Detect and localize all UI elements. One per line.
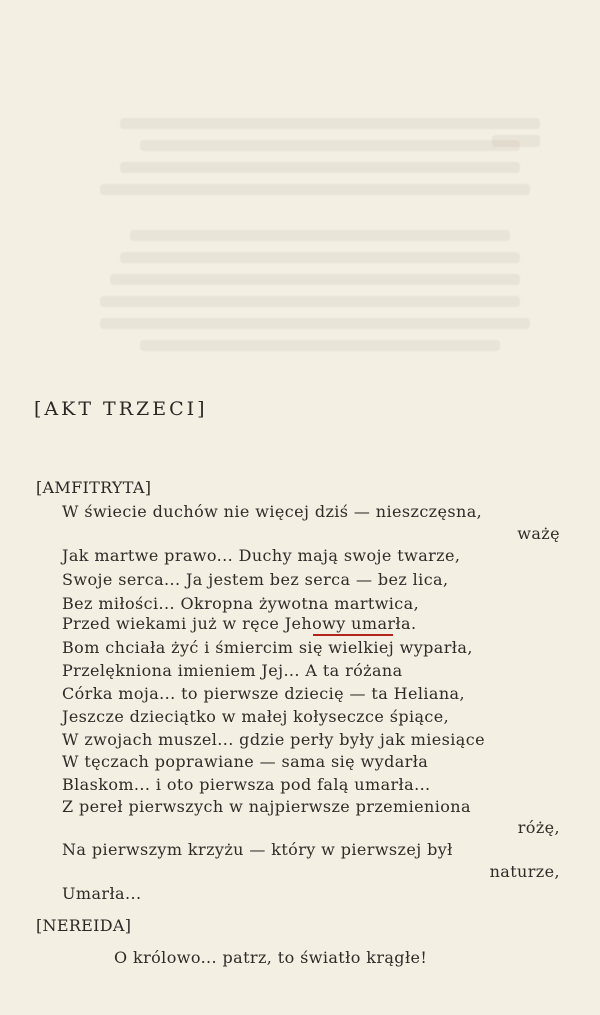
verse-line: Swoje serca... Ja jestem bez serca — bez lica, (62, 570, 449, 589)
verse-line: W świecie duchów nie więcej dziś — nieszczęsna, (62, 502, 483, 521)
verse-line: W zwojach muszel... gdzie perły były jak miesiące (62, 730, 485, 749)
verse-line: Z pereł pierwszych w najpierwsze przemieniona (62, 797, 471, 816)
verse-line: O królowo... patrz, to światło krągłe! (114, 948, 428, 967)
verse-line: Jak martwe prawo... Duchy mają swoje twarze, (62, 546, 461, 565)
verse-line: Przed wiekami już w ręce Jehowy umarła. (62, 614, 417, 633)
verse-line: Bom chciała żyć i śmiercim się wielkiej wyparła, (62, 638, 473, 657)
verse-line: Jeszcze dzieciątko w małej kołyseczce śpiące, (62, 707, 450, 726)
show-through-text (60, 90, 580, 420)
verse-line: Bez miłości... Okropna żywotna martwica, (62, 594, 420, 613)
verse-line-continuation: ważę (517, 524, 560, 543)
speaker-amfitryta: [AMFITRYTA] (36, 478, 152, 497)
act-title: [AKT TRZECI] (34, 398, 208, 420)
verse-line: Blaskom... i oto pierwsza pod falą umarła... (62, 775, 431, 794)
verse-line: Córka moja... to pierwsze dziecię — ta Heliana, (62, 684, 465, 703)
verse-line: W tęczach poprawiane — sama się wydarła (62, 752, 429, 771)
verse-line: Umarła... (62, 884, 142, 903)
verse-line-continuation: różę, (517, 818, 560, 837)
verse-line-continuation: naturze, (489, 862, 560, 881)
verse-line: Na pierwszym krzyżu — który w pierwszej był (62, 840, 453, 859)
speaker-nereida: [NEREIDA] (36, 916, 132, 935)
red-underline-mark (313, 634, 393, 636)
verse-line: Przelękniona imieniem Jej... A ta różana (62, 661, 403, 680)
